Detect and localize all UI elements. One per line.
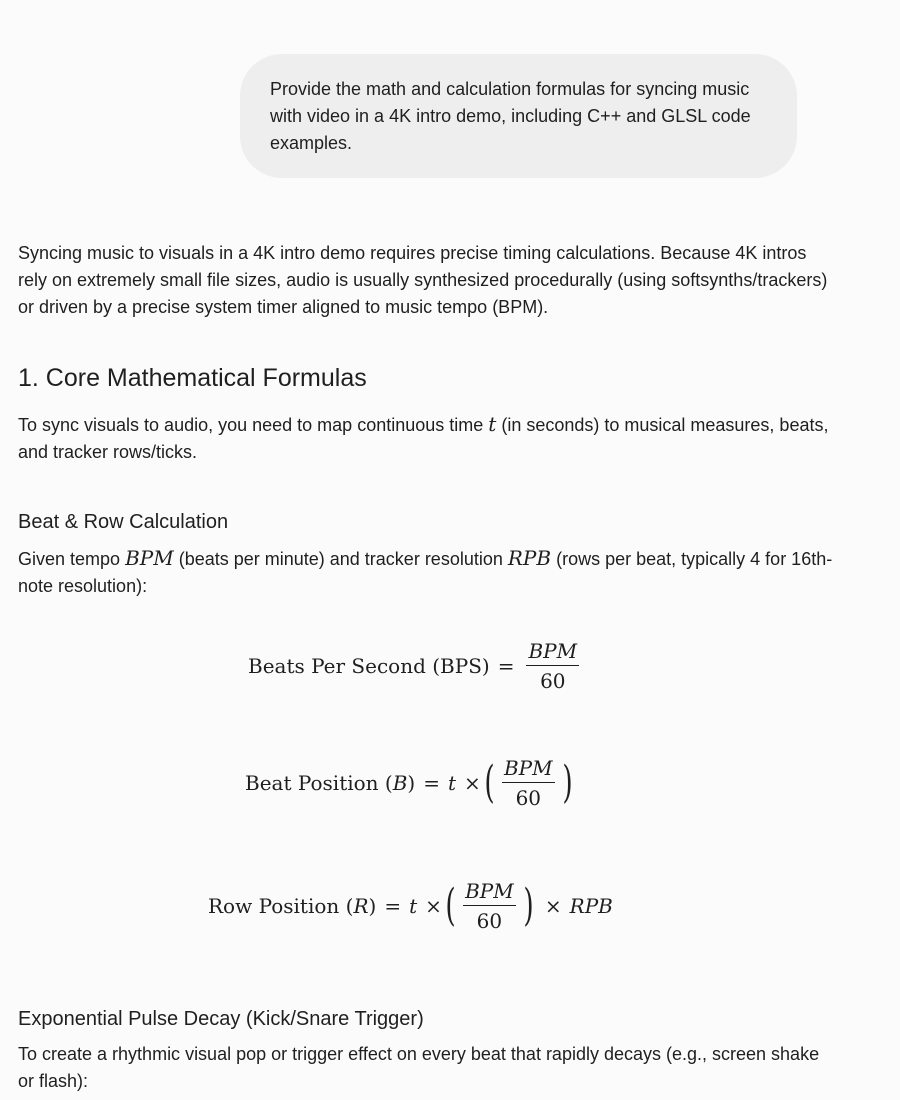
section1-paragraph (18, 411, 838, 466)
pulse-paragraph: To create a rhythmic visual pop or trigger effect on every beat that rapidly decays (e.g., screen shake or flash): (18, 1044, 820, 1091)
eq3-denominator: 60 (476, 909, 503, 933)
eq3-times2: × (544, 894, 562, 918)
math-var-t: t (488, 412, 497, 436)
beat-row-text-b: (beats per minute) and tracker resolution (173, 549, 508, 569)
beat-row-text-c: (rows per beat, typically 4 for 16th-note resolution): (18, 549, 833, 596)
eq3-t: t (409, 894, 418, 918)
eq3-numerator: BPM (463, 880, 516, 906)
equation-row-position (208, 880, 613, 932)
eq2-var: B (392, 771, 408, 795)
eq1-numerator: BPM (526, 640, 579, 666)
eq2-fraction (502, 757, 555, 809)
eq2-times: × (464, 771, 481, 795)
eq1-lhs: Beats Per Second (BPS) (248, 654, 490, 678)
eq1-denominator: 60 (540, 669, 566, 693)
beat-row-text-a: Given tempo (18, 549, 126, 569)
eq1-equals: = (497, 654, 515, 678)
eq2-paren-open: ( (484, 757, 495, 808)
eq2-lhs: Beat Position ( (245, 771, 393, 795)
eq3-times: × (425, 894, 442, 918)
section1-text-a: To sync visuals to audio, you need to map continuous time (18, 415, 489, 435)
eq3-lhs-end: ) (368, 894, 377, 918)
eq3-fraction (463, 880, 516, 932)
eq2-denominator: 60 (515, 786, 542, 810)
section1-text-b: (in seconds) to musical measures, beats, and tracker rows/ticks. (18, 415, 829, 462)
subheading-pulse-decay: Exponential Pulse Decay (Kick/Snare Trigger) (18, 1008, 424, 1030)
eq3-equals: = (384, 894, 402, 918)
beat-row-paragraph (18, 545, 838, 600)
equation-beat-position (245, 757, 576, 809)
eq2-lhs-end: ) (407, 771, 416, 795)
math-var-bpm: BPM (125, 546, 174, 570)
eq2-numerator: BPM (502, 757, 555, 783)
eq3-lhs: Row Position ( (208, 894, 354, 918)
user-message-bubble (240, 54, 797, 178)
intro-paragraph: Syncing music to visuals in a 4K intro demo requires precise timing calculations. Because 4K intros rely on extremely small file sizes, audio is usually synthesized procedurally (using softsynths/trackers) or driven by a precise system timer aligned to music tempo (BPM). (18, 243, 828, 317)
user-message-text: Provide the math and calculation formulas for syncing music with video in a 4K intro demo, including C++ and GLSL code examples. (270, 79, 751, 153)
eq1-fraction (526, 640, 579, 692)
subheading-beat-row: Beat & Row Calculation (18, 511, 229, 533)
eq3-paren-close: ) (523, 880, 534, 931)
eq2-t: t (448, 771, 457, 795)
section-heading-core-formulas: 1. Core Mathematical Formulas (18, 364, 367, 392)
eq3-paren-open: ( (445, 880, 456, 931)
eq3-tail: RPB (569, 894, 613, 918)
eq2-equals: = (423, 771, 440, 795)
eq3-var: R (353, 894, 369, 918)
math-var-rpb: RPB (507, 546, 552, 570)
eq2-paren-close: ) (562, 757, 573, 808)
equation-beats-per-second (248, 640, 583, 692)
